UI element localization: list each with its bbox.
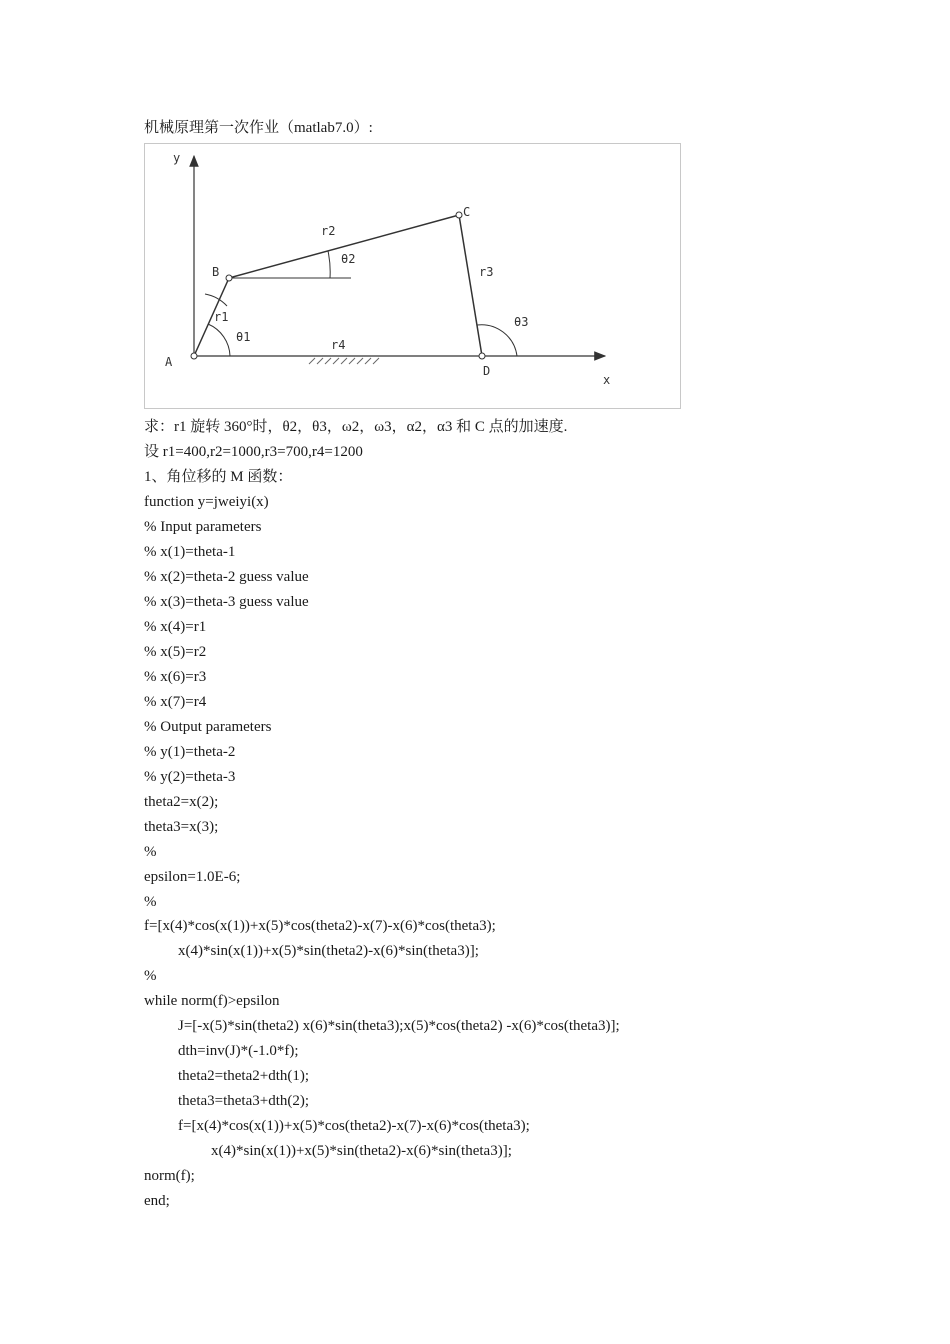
code-line: function y=jweiyi(x) — [144, 494, 269, 510]
code-line: theta2=x(2); — [144, 794, 219, 810]
code-line: % — [144, 968, 157, 984]
code-line: epsilon=1.0E-6; — [144, 869, 241, 885]
code-line: theta2=theta2+dth(1); — [178, 1068, 310, 1084]
code-line: while norm(f)>epsilon — [144, 993, 280, 1009]
code-line: % Input parameters — [144, 519, 262, 535]
section-heading: 1、角位移的 M 函数： — [144, 469, 293, 485]
label-r3: r3 — [479, 265, 494, 279]
code-line: x(4)*sin(x(1))+x(5)*sin(theta2)-x(6)*sin(theta3)]; — [211, 1143, 512, 1159]
code-line: % x(7)=r4 — [144, 694, 207, 710]
r1-indicator-arc — [205, 294, 227, 306]
label-theta3: θ3 — [514, 315, 529, 329]
y-axis-label: y — [173, 151, 181, 165]
code-line: norm(f); — [144, 1168, 195, 1184]
code-line: % x(2)=theta-2 guess value — [144, 569, 309, 585]
label-theta2: θ2 — [341, 252, 356, 266]
code-line: % — [144, 894, 157, 910]
code-line: % x(6)=r3 — [144, 669, 207, 685]
joint-d — [479, 353, 485, 359]
label-c: C — [463, 205, 471, 219]
code-line: dth=inv(J)*(-1.0*f); — [178, 1043, 299, 1059]
label-r1: r1 — [214, 310, 229, 324]
code-line: % x(5)=r2 — [144, 644, 207, 660]
linkage-diagram — [145, 144, 680, 408]
problem-given: 设 r1=400,r2=1000,r3=700,r4=1200 — [144, 444, 363, 460]
code-line: x(4)*sin(x(1))+x(5)*sin(theta2)-x(6)*sin(theta3)]; — [178, 943, 479, 959]
label-r2: r2 — [321, 224, 336, 238]
label-theta1: θ1 — [236, 330, 251, 344]
code-line: theta3=theta3+dth(2); — [178, 1093, 310, 1109]
code-line: f=[x(4)*cos(x(1))+x(5)*cos(theta2)-x(7)-x(6)*cos(theta3); — [144, 918, 496, 934]
code-line: % y(1)=theta-2 — [144, 744, 236, 760]
label-b: B — [212, 265, 220, 279]
joint-a — [191, 353, 197, 359]
label-r4: r4 — [331, 338, 346, 352]
theta3-arc — [477, 325, 517, 356]
code-line: % x(1)=theta-1 — [144, 544, 236, 560]
code-line: % Output parameters — [144, 719, 272, 735]
link-r2 — [229, 215, 459, 278]
code-line: % y(2)=theta-3 — [144, 769, 236, 785]
ground-hatch — [309, 358, 379, 364]
link-r3 — [459, 215, 482, 356]
code-line: f=[x(4)*cos(x(1))+x(5)*cos(theta2)-x(7)-x(6)*cos(theta3); — [178, 1118, 530, 1134]
four-bar-linkage-figure — [144, 143, 681, 409]
theta2-arc — [328, 251, 330, 278]
label-d: D — [483, 364, 491, 378]
theta1-arc — [208, 324, 230, 356]
problem-question: 求：r1 旋转 360°时，θ2，θ3，ω2，ω3，α2，α3 和 C 点的加速度. — [144, 419, 568, 435]
document-title: 机械原理第一次作业（matlab7.0）: — [144, 120, 373, 136]
joint-b — [226, 275, 232, 281]
code-line: % x(3)=theta-3 guess value — [144, 594, 309, 610]
code-line: % x(4)=r1 — [144, 619, 207, 635]
x-axis-label: x — [603, 373, 611, 387]
label-a: A — [165, 355, 173, 369]
code-line: theta3=x(3); — [144, 819, 219, 835]
code-line: end; — [144, 1193, 170, 1209]
code-line: J=[-x(5)*sin(theta2) x(6)*sin(theta3);x(5)*cos(theta2) -x(6)*cos(theta3)]; — [178, 1018, 620, 1034]
joint-c — [456, 212, 462, 218]
code-line: % — [144, 844, 157, 860]
